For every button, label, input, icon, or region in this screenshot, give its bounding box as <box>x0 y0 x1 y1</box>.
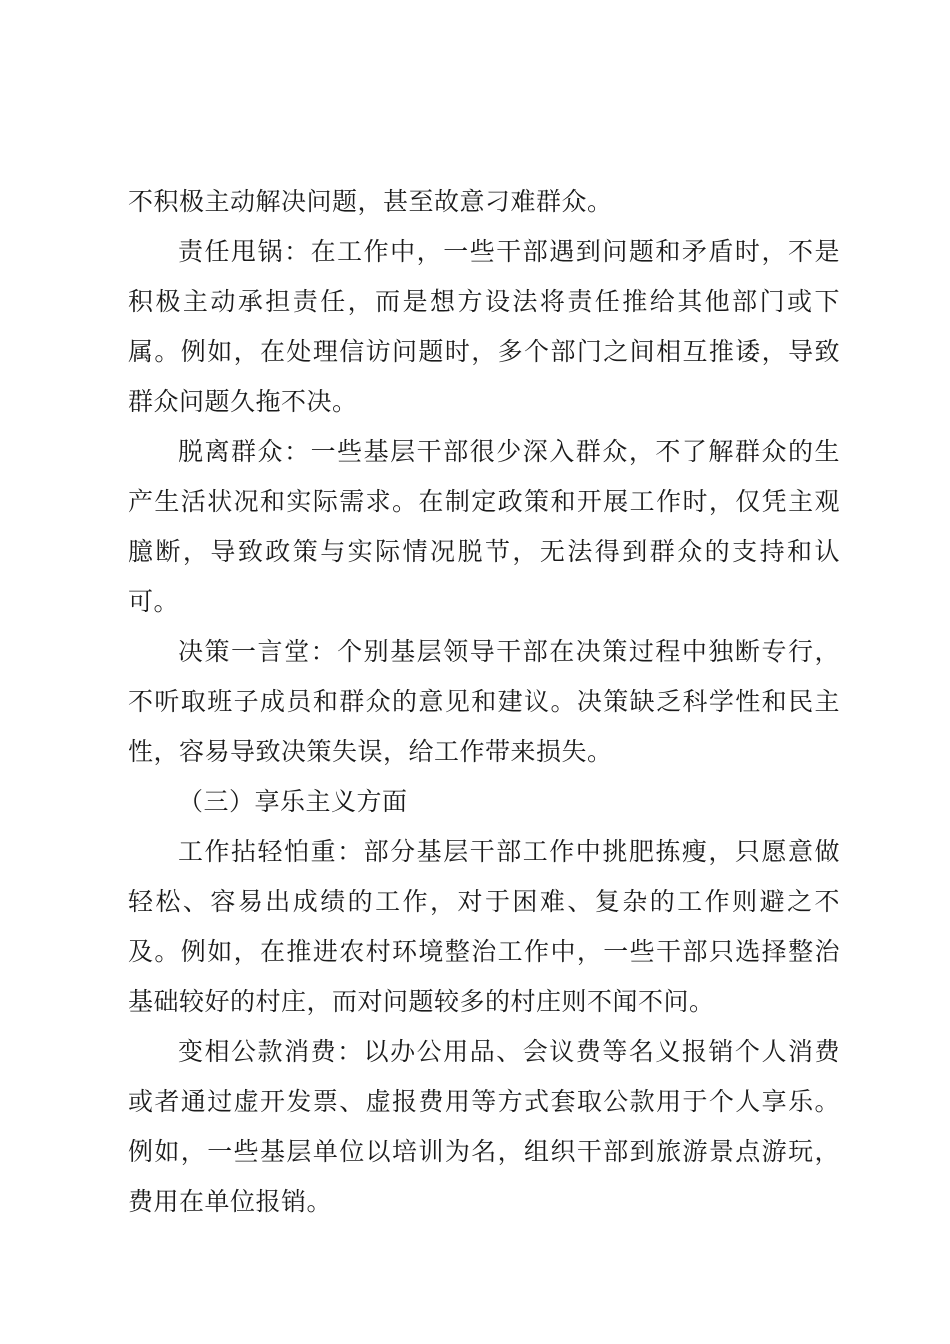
paragraph-continuation: 不积极主动解决问题，甚至故意刁难群众。 <box>128 187 613 216</box>
document-body <box>128 177 840 1227</box>
paragraph-one-voice-decision: 决策一言堂：个别基层领导干部在决策过程中独断专行，不听取班子成员和群众的意见和建议。决策缺乏科学性和民主性，容易导致决策失误，给工作带来损失。 <box>128 637 840 766</box>
section-heading-hedonism: （三）享乐主义方面 <box>178 787 408 816</box>
paragraph-disguised-public-spending: 变相公款消费：以办公用品、会议费等名义报销个人消费或者通过虚开发票、虚报费用等方式套取公款用于个人享乐。例如，一些基层单位以培训为名，组织干部到旅游景点游玩，费用在单位报销。 <box>128 1037 840 1216</box>
paragraph-detached-from-masses: 脱离群众：一些基层干部很少深入群众，不了解群众的生产生活状况和实际需求。在制定政策和开展工作时，仅凭主观臆断，导致政策与实际情况脱节，无法得到群众的支持和认可。 <box>128 437 840 616</box>
paragraph-responsibility-shifting: 责任甩锅：在工作中，一些干部遇到问题和矛盾时，不是积极主动承担责任，而是想方设法将责任推给其他部门或下属。例如，在处理信访问题时，多个部门之间相互推诿，导致群众问题久拖不决。 <box>128 237 840 416</box>
paragraph-avoiding-hard-work: 工作拈轻怕重：部分基层干部工作中挑肥拣瘦，只愿意做轻松、容易出成绩的工作，对于困难、复杂的工作则避之不及。例如，在推进农村环境整治工作中，一些干部只选择整治基础较好的村庄，而对问题较多的村庄则不闻不问。 <box>128 837 840 1016</box>
